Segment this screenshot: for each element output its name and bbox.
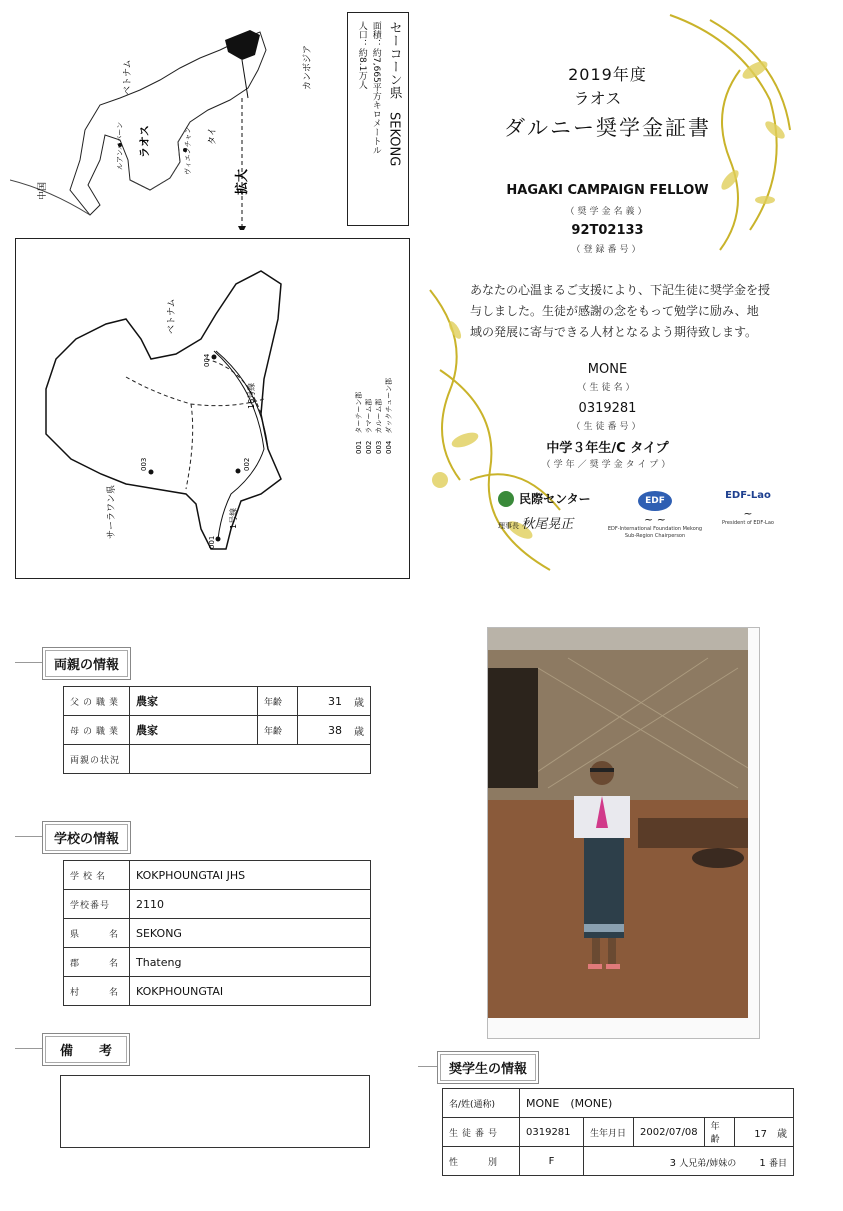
student-header: 奨学生の情報: [437, 1051, 539, 1084]
cert-student-no: 0319281: [578, 401, 637, 416]
order-value: 1: [759, 1157, 766, 1169]
sex-label: 性 別: [443, 1147, 520, 1176]
org2-caption: EDF-International Foundation Mekong Sub-Region Chairperson: [607, 526, 703, 539]
table-row: 県 名 SEKONG: [64, 919, 371, 948]
father-age-label: 年齢: [258, 687, 298, 716]
legend-2: 002 ラマーム郡: [365, 398, 373, 454]
cert-message: あなたの心温まるご支援により、下記生徒に奨学金を授与しました。生徒が感謝の念をもって勉学に励み、地域の発展に寄与できる人材となるよう期待致します。: [470, 283, 771, 339]
no-label: 生徒番号: [443, 1118, 520, 1147]
name-label: 名/姓(通称): [443, 1089, 520, 1118]
org3-block: [708, 490, 788, 526]
vientiane-label: ヴィエンチャン: [184, 126, 192, 175]
thai-label: タイ: [208, 127, 218, 145]
siblings-value: 3: [669, 1157, 676, 1169]
status-value: [130, 745, 371, 774]
luang-label: ルアンパバーン: [116, 121, 124, 170]
china-label: 中国: [38, 181, 48, 200]
student-photo: [487, 627, 760, 1039]
cert-grade: 中学３年生/C タイプ: [546, 441, 669, 456]
cert-sponsor-caption: （奨学金名義）: [565, 207, 650, 217]
remarks-box: [60, 1075, 370, 1148]
mother-age: 38: [298, 716, 349, 745]
table-row: 郡 名 Thateng: [64, 948, 371, 977]
cert-year: 2019年度: [568, 65, 647, 84]
org3-signature-icon: ~: [743, 507, 753, 520]
minsai-logo-icon: [498, 491, 514, 507]
org1-block: [498, 488, 608, 532]
age-value: 17: [754, 1128, 767, 1140]
point-003: 003: [140, 457, 148, 471]
age-unit: 歳: [777, 1128, 787, 1140]
vietnam-label: ベトナム: [123, 59, 133, 95]
sex-value: F: [520, 1147, 584, 1176]
laos-label: ラオス: [138, 125, 151, 158]
dob-value: 2002/07/08: [634, 1118, 705, 1147]
no-value: 0319281: [520, 1118, 584, 1147]
org2-logo: EDF: [638, 491, 672, 511]
table-row: 村 名 KOKPHOUNGTAI: [64, 977, 371, 1006]
org3-caption: President of EDF-Lao: [722, 520, 774, 526]
father-age-unit: 歳: [348, 687, 371, 716]
cert-sponsor: HAGAKI CAMPAIGN FELLOW: [506, 183, 709, 198]
order-label: 番目: [768, 1158, 787, 1169]
cert-student-name: MONE: [587, 362, 628, 377]
org1-sign: 秋尾晃正: [521, 517, 574, 532]
org2-block: [605, 488, 705, 540]
point-002: 002: [243, 457, 251, 471]
cert-country: ラオス: [573, 89, 622, 108]
dob-label: 生年月日: [584, 1118, 634, 1147]
parents-table: [63, 686, 371, 774]
school-table: [63, 860, 371, 1006]
kakudai-label: 拡大: [235, 168, 250, 195]
org3-logo: EDF-Lao: [725, 490, 771, 501]
legend-4: 004 ダックチューン郡: [385, 377, 393, 454]
mother-age-unit: 歳: [348, 716, 371, 745]
table-row: [64, 716, 371, 745]
cert-reg-caption: （登録番号）: [571, 245, 644, 255]
province-info-box: [347, 12, 409, 226]
big-vietnam-label: ベトナム: [167, 298, 177, 334]
table-row: [64, 745, 371, 774]
route16-label: 16号線: [247, 382, 256, 409]
cert-title: ダルニー奨学金証書: [504, 116, 711, 140]
parents-header: 両親の情報: [42, 647, 131, 680]
table-row: 学校番号 2110: [64, 890, 371, 919]
school-header: 学校の情報: [42, 821, 131, 854]
siblings-label: 人兄弟/姉妹の: [679, 1158, 737, 1169]
cert-no-caption: （生徒番号）: [571, 422, 644, 432]
table-row: 学校名 KOKPHOUNGTAI JHS: [64, 861, 371, 890]
status-label: 両親の状況: [64, 745, 130, 774]
father-age: 31: [298, 687, 349, 716]
mother-job-label: 母の職業: [64, 716, 130, 745]
point-001: 001: [208, 535, 216, 549]
org1-name: 民際センター: [519, 492, 591, 506]
father-job: 農家: [130, 687, 258, 716]
sekong-detail-map: [15, 238, 410, 579]
scholarship-certificate: [410, 10, 805, 580]
name-value: MONE (MONE): [520, 1089, 794, 1118]
big-salavan-label: サーラワン県: [107, 484, 117, 539]
cert-name-caption: （生徒名）: [577, 383, 638, 393]
point-004: 004: [203, 353, 211, 367]
province-title: セーコーン県 SEKONG: [386, 21, 402, 167]
table-row: [443, 1089, 794, 1118]
mother-job: 農家: [130, 716, 258, 745]
remarks-header: 備 考: [42, 1033, 130, 1066]
mother-age-label: 年齢: [258, 716, 298, 745]
age-label: 年齢: [704, 1118, 734, 1147]
cert-grade-caption: （学年／奨学金タイプ）: [541, 460, 674, 470]
student-table: [442, 1088, 794, 1176]
father-job-label: 父の職業: [64, 687, 130, 716]
org2-signature-icon: ~ ~: [644, 513, 666, 526]
table-row: [443, 1147, 794, 1176]
legend-1: 001 ターテーン郡: [355, 391, 363, 454]
cert-reg-no: 92T02133: [571, 223, 644, 238]
table-row: [443, 1118, 794, 1147]
cambodia-label: カンボジア: [303, 44, 313, 90]
table-row: [64, 687, 371, 716]
org1-sub: 理事長: [498, 522, 519, 530]
legend-3: 003 カルーム郡: [375, 398, 383, 454]
province-area: 面積：約7,665平方キロメートル: [370, 21, 381, 155]
province-population: 人口：約8.1万人: [356, 21, 367, 90]
laos-overview-map: [10, 10, 350, 230]
route1-label: 1号線: [229, 507, 238, 529]
